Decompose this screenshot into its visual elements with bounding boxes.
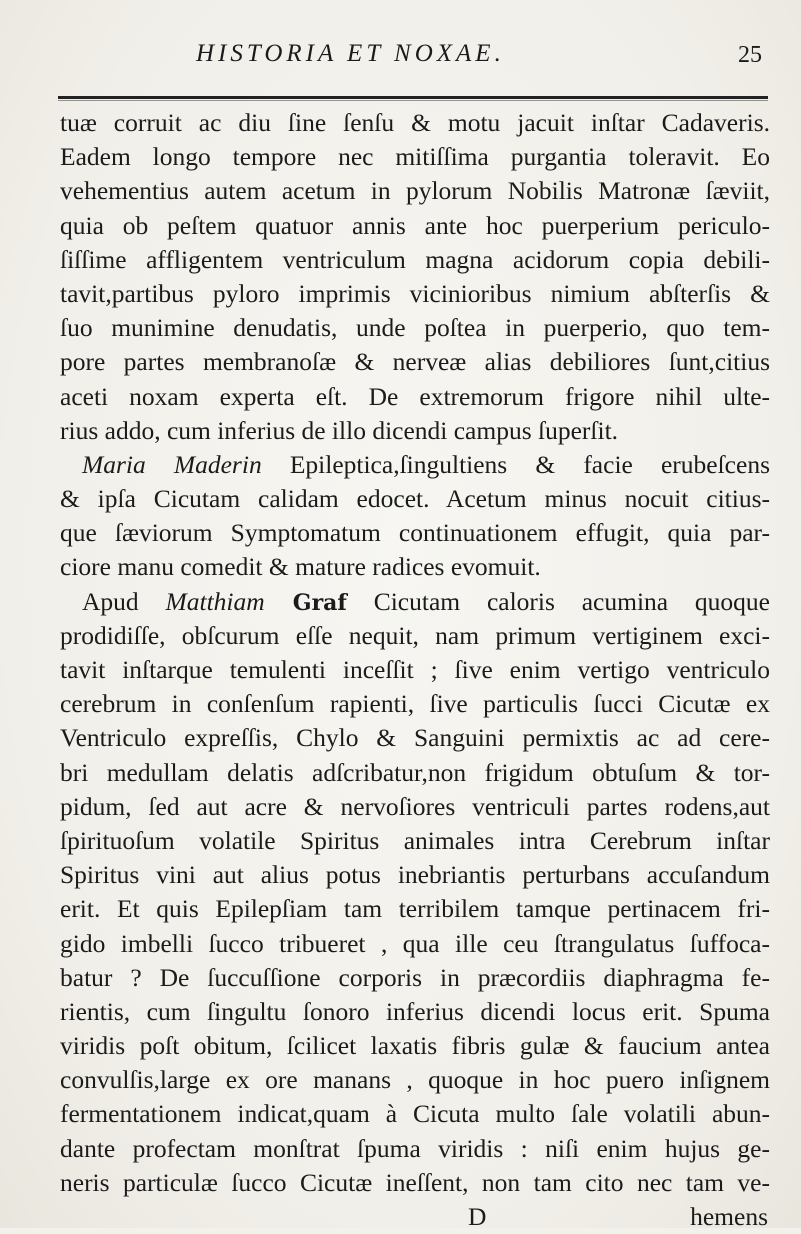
text-line: Spiritus vini aut alius potus inebriantis perturbans accuſandum (60, 860, 770, 890)
body-text (60, 106, 770, 1234)
page-number: 25 (738, 42, 762, 68)
text-segment: Apud (82, 586, 166, 616)
text-line: tuæ corruit ac diu ſine ſenſu & motu jacuit inſtar Cadaveris. (60, 108, 770, 137)
page-footer (60, 1200, 770, 1234)
text-line: batur ? De ſuccuſſione corporis in præcordiis diaphragma fe- (60, 962, 770, 992)
person-name-matthiam: Matthiam (165, 586, 265, 616)
text-line: vehementius autem acetum in pylorum Nobilis Matronæ ſæviit, (60, 176, 770, 206)
text-line: rius addo, cum inferius de illo dicendi campus ſuperſit. (60, 415, 619, 445)
text-line: bri medullam delatis adſcribatur,non frigidum obtuſum & tor- (60, 757, 770, 787)
text-line: fermentationem indicat,quam à Cicuta multo ſale volatili abun- (60, 1099, 770, 1129)
text-line: que ſæviorum Symptomatum continuationem effugit, quia par- (60, 518, 770, 548)
running-head (60, 40, 760, 80)
text-line: dante profectam monſtrat ſpuma viridis : niſi enim hujus ge- (60, 1133, 770, 1163)
text-line: ſpirituoſum volatile Spiritus animales intra Cerebrum inſtar (60, 825, 770, 855)
text-line: prodidiſſe, obſcurum eſſe nequit, nam primum vertiginem exci- (60, 620, 770, 650)
text-line: Ventriculo expreſſis, Chylo & Sanguini permixtis ac ad cere- (60, 723, 770, 753)
text-line: rientis, cum ſingultu ſonoro inferius dicendi locus erit. Spuma (60, 996, 770, 1026)
text-line: pidum, ſed aut acre & nervoſiores ventriculi partes rodens,aut (60, 791, 770, 821)
text-line: tavit,partibus pyloro imprimis vicinioribus nimium abſterſis & (60, 278, 770, 308)
person-name-maria: Maria Maderin (82, 449, 262, 479)
text-line: gido imbelli ſucco tribueret , qua ille ceu ſtrangulatus ſuffoca- (60, 928, 770, 958)
text-line: cerebrum in conſenſum rapienti, ſive particulis ſucci Cicutæ ex (60, 689, 770, 719)
text-line: tavit inſtarque temulenti inceſſit ; ſive enim vertigo ventriculo (60, 655, 770, 684)
header-rule (58, 96, 768, 99)
text-line: aceti noxam experta eſt. De extremorum frigore nihil ulte- (60, 381, 770, 411)
text-segment: Cicutam caloris acumina quoque (346, 586, 771, 616)
text-line: ſiſſime affligentem ventriculum magna acidorum copia debili- (60, 244, 770, 274)
text-line: Eadem longo tempore nec mitiſſima purgantia toleravit. Eo (60, 142, 770, 172)
text-line: pore partes membranoſæ & nerveæ alias debiliores ſunt,citius (60, 347, 770, 377)
text-line: convulſis,large ex ore manans , quoque in hoc puero inſignem (60, 1065, 770, 1095)
text-line: viridis poſt obitum, ſcilicet laxatis fibris gulæ & faucium antea (60, 1031, 770, 1061)
person-surname-graf: Graf (264, 589, 347, 616)
text-line: erit. Et quis Epilepſiam tam terribilem tamque pertinacem fri- (60, 894, 770, 924)
text-line: ciore manu comedit & mature radices evomuit. (60, 552, 541, 582)
catchword: hemens (690, 1202, 768, 1231)
header-rule-thin (58, 100, 768, 101)
signature-mark: D (468, 1202, 487, 1231)
running-title: HISTORIA ET NOXAE. (196, 40, 505, 67)
text-line-mixed (60, 585, 770, 619)
text-line: & ipſa Cicutam calidam edocet. Acetum minus nocuit citius- (60, 484, 770, 514)
text-line-mixed (60, 448, 770, 482)
text-segment: Epileptica,ſingultiens & facie erubeſcens (261, 449, 770, 479)
text-line: quia ob peſtem quatuor annis ante hoc puerperium periculo- (60, 210, 770, 240)
text-line: ſuo munimine denudatis, unde poſtea in puerperio, quo tem- (60, 313, 770, 343)
text-line: neris particulæ ſucco Cicutæ ineſſent, non tam cito nec tam ve- (60, 1167, 770, 1197)
